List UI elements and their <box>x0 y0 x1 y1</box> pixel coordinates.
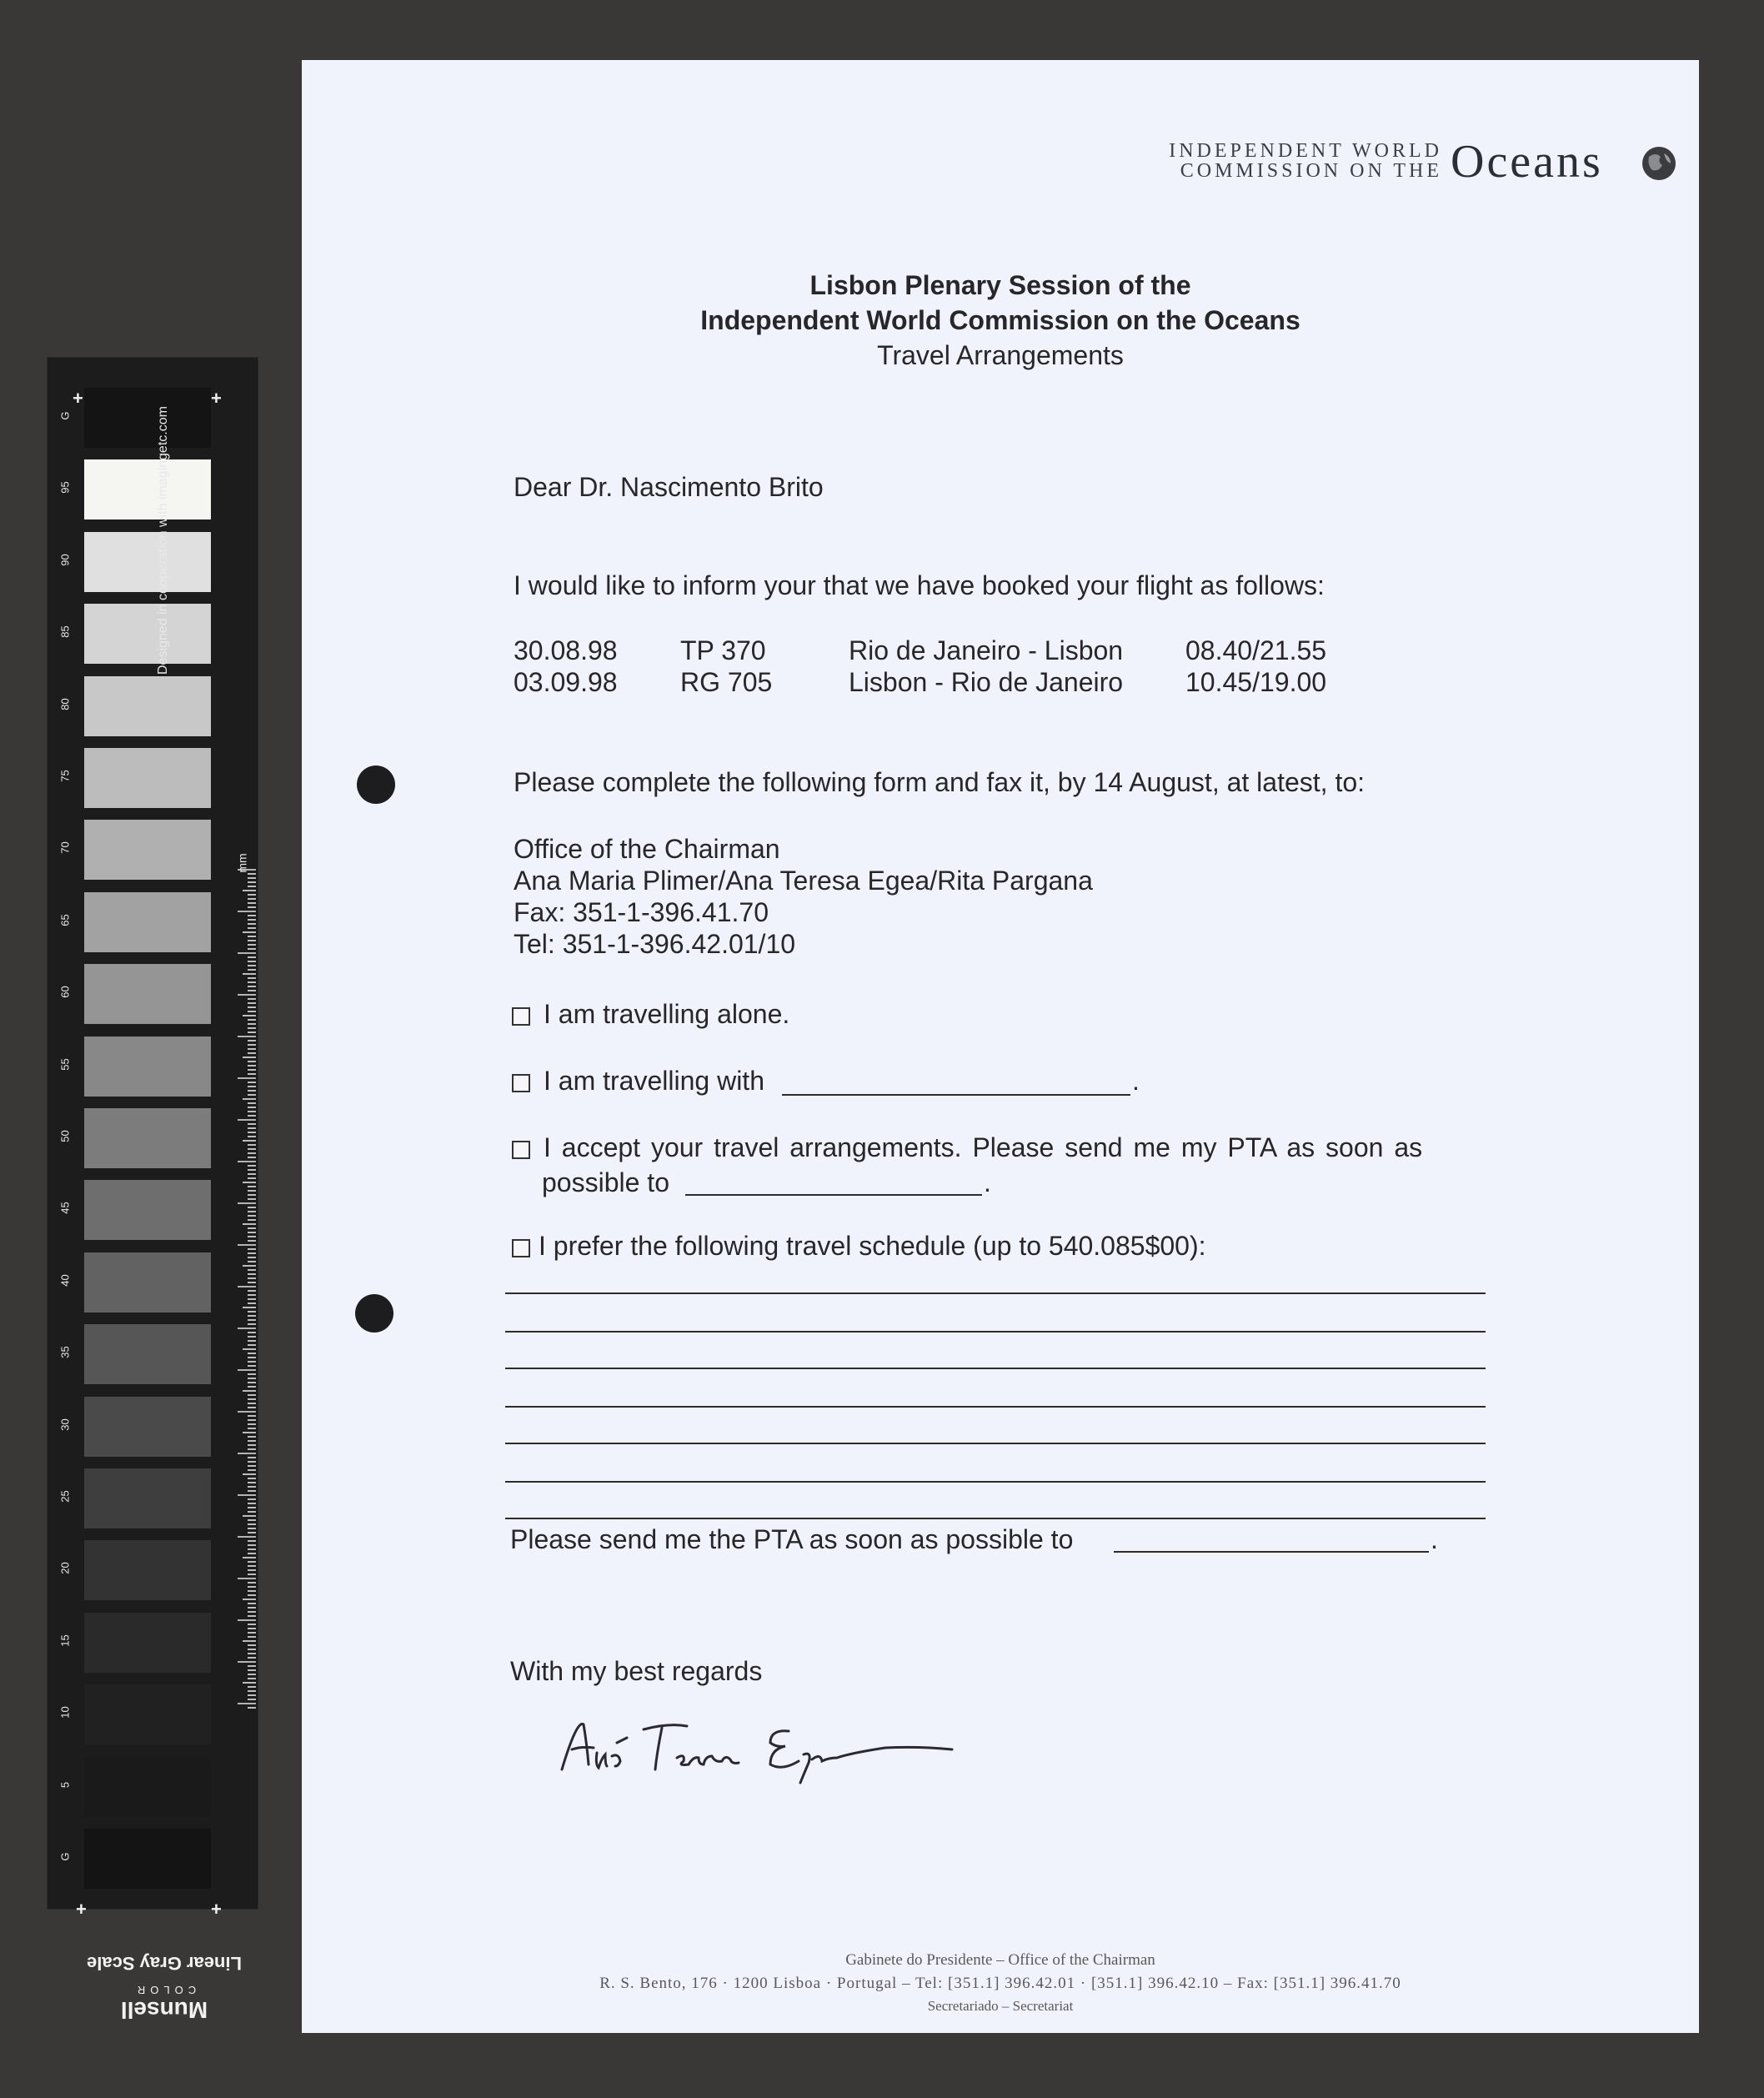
gray-patch-label: 55 <box>58 1057 72 1071</box>
schedule-line[interactable] <box>505 1481 1486 1483</box>
option-prefer-label: I prefer the following travel schedule (up to 540.085$00): <box>539 1231 1206 1261</box>
instruction-text: Please complete the following form and fax it, by 14 August, at latest, to: <box>514 767 1366 797</box>
letter-page <box>302 60 1699 2033</box>
logo-wordmark: Oceans <box>1451 136 1603 188</box>
option-accept-label: I accept your travel arrangements. Please send me my PTA as soon as <box>544 1132 1423 1162</box>
card-credit: Designed in cooperation with imagingetc.com <box>156 406 170 675</box>
plus-mark-icon: + <box>211 388 222 409</box>
gray-patch-label: 60 <box>58 986 72 998</box>
gray-patch-label: 65 <box>58 914 72 926</box>
heading-line-3: Travel Arrangements <box>877 340 1124 370</box>
gray-patch-label: 10 <box>58 1706 72 1719</box>
closing-text: With my best regards <box>510 1656 763 1686</box>
gray-patch <box>84 1252 211 1313</box>
footer-address: R. S. Bento, 176 · 1200 Lisboa · Portugal – Tel: [351.1] 396.42.01 · [351.1] 396.42.10 – Fax: [351.1] 396.41.70 <box>599 1975 1401 1992</box>
heading-line-1: Lisbon Plenary Session of the <box>809 270 1191 300</box>
gray-patch-label: 30 <box>58 1418 72 1431</box>
gray-patch-label: 5 <box>58 1781 72 1788</box>
gray-patch-label: 15 <box>58 1634 72 1647</box>
flight-route: Lisbon - Rio de Janeiro <box>849 667 1124 697</box>
gray-patch <box>84 1468 211 1528</box>
companion-name-field[interactable] <box>782 1094 1130 1096</box>
flight-times: 10.45/19.00 <box>1185 667 1327 697</box>
pta-request-field[interactable] <box>1114 1551 1429 1553</box>
gray-patch <box>84 748 211 808</box>
card-brand <box>81 1984 248 2023</box>
option-with-period: . <box>1132 1066 1140 1096</box>
gray-patch <box>84 1180 211 1240</box>
signature <box>552 1694 985 1794</box>
gray-patch <box>84 820 211 880</box>
contact-names: Ana Maria Plimer/Ana Teresa Egea/Rita Pargana <box>514 866 1093 896</box>
punch-hole <box>355 1294 393 1333</box>
option-accept-label-cont: possible to <box>542 1167 669 1197</box>
gray-patch-label: 95 <box>58 481 72 494</box>
flight-date: 30.08.98 <box>514 635 618 665</box>
gray-patch <box>84 604 211 664</box>
flight-route: Rio de Janeiro - Lisbon <box>849 635 1124 665</box>
option-accept-period: . <box>984 1167 991 1197</box>
brand-name: Munsell <box>120 1997 208 2023</box>
checkbox-accept-arrangements[interactable] <box>512 1141 530 1159</box>
flight-number: RG 705 <box>680 667 773 697</box>
gray-patch <box>84 1684 211 1744</box>
gray-patch-label: 70 <box>58 841 72 855</box>
gray-patch <box>84 388 211 448</box>
gray-patch-label: 75 <box>58 770 72 782</box>
checkbox-travelling-alone[interactable] <box>512 1007 530 1026</box>
mm-ruler <box>236 866 256 1709</box>
pta-request-text: Please send me the PTA as soon as possible to <box>510 1524 1074 1554</box>
card-title: Linear Gray Scale <box>87 1953 242 1974</box>
gray-patch-label: G <box>58 411 72 420</box>
gray-patch <box>84 1757 211 1817</box>
gray-patch <box>84 1613 211 1673</box>
gray-patch-label: 50 <box>58 1130 72 1142</box>
pta-request-period: . <box>1431 1524 1438 1554</box>
gray-patch <box>84 1036 211 1097</box>
intro-text: I would like to inform your that we have booked your flight as follows: <box>514 570 1325 600</box>
footer-secretariat: Secretariado – Secretariat <box>927 1998 1074 2014</box>
gray-patch-label: 40 <box>58 1274 72 1287</box>
gray-patch <box>84 459 211 519</box>
logo-line-2: COMMISSION ON THE <box>1180 160 1442 182</box>
gray-patch-label: G <box>58 1852 72 1861</box>
option-with-label: I am travelling with <box>544 1066 764 1096</box>
flight-times: 08.40/21.55 <box>1185 635 1327 665</box>
checkbox-prefer-schedule[interactable] <box>512 1239 530 1257</box>
flight-date: 03.09.98 <box>514 667 618 697</box>
schedule-line[interactable] <box>505 1518 1486 1519</box>
gray-patch-label: 90 <box>58 554 72 566</box>
gray-patch <box>84 1324 211 1384</box>
plus-mark-icon: + <box>211 1899 222 1920</box>
schedule-line[interactable] <box>505 1406 1486 1408</box>
gray-patch-label: 85 <box>58 625 72 638</box>
gray-patch <box>84 964 211 1024</box>
contact-office: Office of the Chairman <box>514 834 780 864</box>
plus-mark-icon: + <box>73 388 83 409</box>
brand-sub: COLOR <box>132 1984 197 1996</box>
gray-patch <box>84 676 211 736</box>
logo-line-1: INDEPENDENT WORLD <box>1169 140 1442 162</box>
gray-patch <box>84 1540 211 1600</box>
pta-address-field[interactable] <box>685 1194 982 1196</box>
contact-tel: Tel: 351-1-396.42.01/10 <box>514 929 796 959</box>
gray-scale-card <box>47 357 258 2023</box>
contact-fax: Fax: 351-1-396.41.70 <box>514 897 769 927</box>
ruler-unit: mm <box>235 853 249 873</box>
schedule-line[interactable] <box>505 1331 1486 1333</box>
checkbox-travelling-with[interactable] <box>512 1074 530 1092</box>
salutation: Dear Dr. Nascimento Brito <box>514 472 824 502</box>
gray-patch-label: 45 <box>58 1202 72 1215</box>
punch-hole <box>357 765 395 804</box>
flight-number: TP 370 <box>680 635 766 665</box>
heading-line-2: Independent World Commission on the Oceans <box>700 305 1300 335</box>
gray-patch-label: 35 <box>58 1346 72 1358</box>
gray-patch <box>84 892 211 952</box>
gray-patch <box>84 532 211 592</box>
gray-patch-label: 80 <box>58 697 72 710</box>
schedule-line[interactable] <box>505 1443 1486 1444</box>
option-alone-label: I am travelling alone. <box>544 999 790 1029</box>
schedule-line[interactable] <box>505 1368 1486 1369</box>
gray-patch <box>84 1829 211 1889</box>
footer-office: Gabinete do Presidente – Office of the Chairman <box>845 1951 1155 1969</box>
letterhead-logo <box>1167 135 1677 193</box>
gray-patch <box>84 1397 211 1457</box>
plus-mark-icon: + <box>76 1899 87 1920</box>
schedule-line[interactable] <box>505 1292 1486 1294</box>
gray-patch-label: 20 <box>58 1562 72 1575</box>
gray-patch <box>84 1108 211 1168</box>
globe-icon <box>1641 145 1677 182</box>
gray-patch-label: 25 <box>58 1490 72 1503</box>
